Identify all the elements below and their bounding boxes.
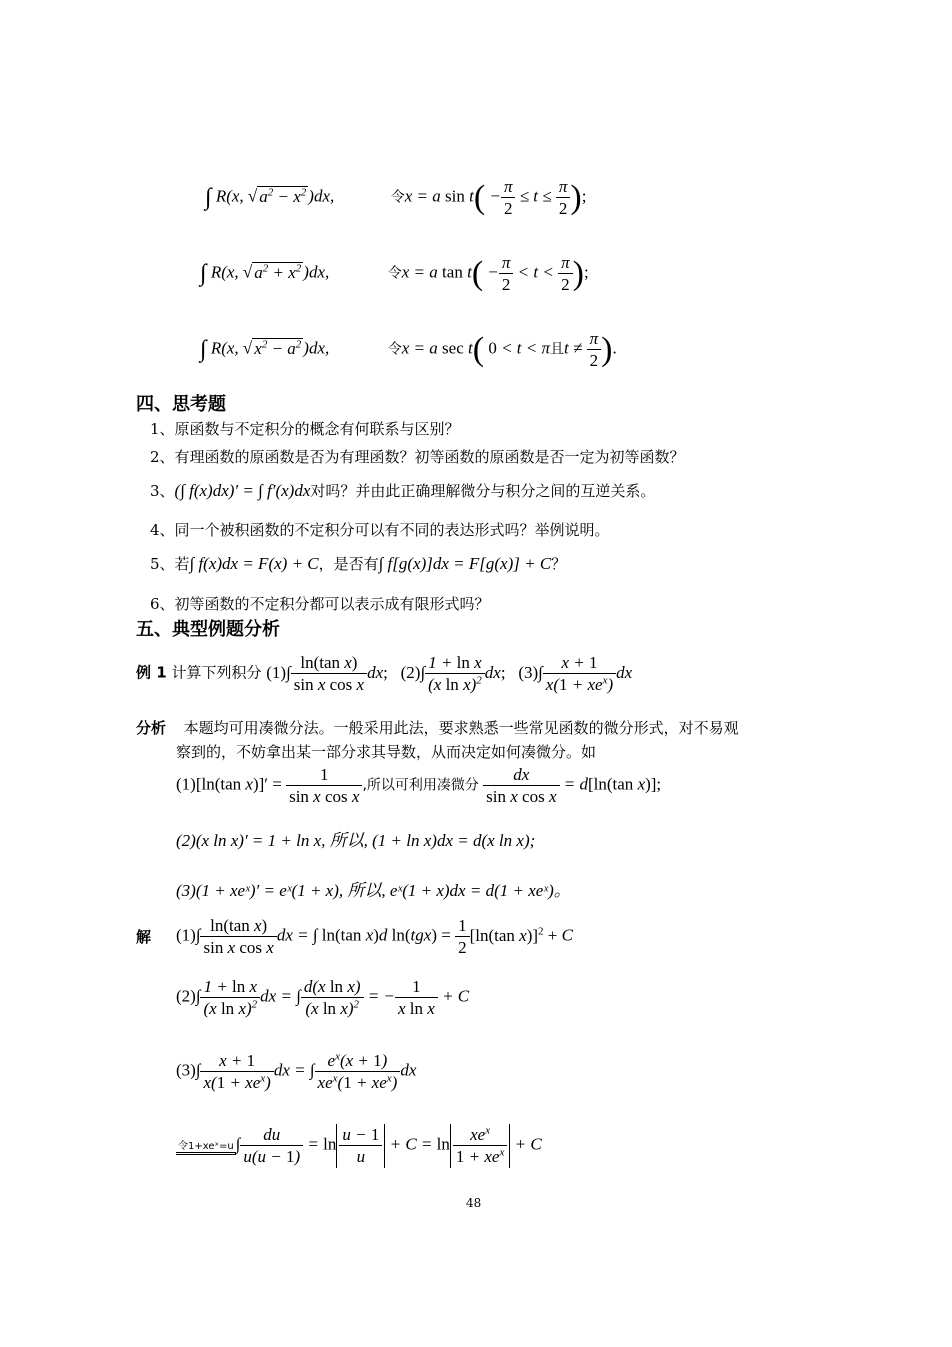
analysis-label: 分析 xyxy=(136,719,167,737)
question-5-math-1: ∫ f(x)dx = F(x) + C xyxy=(189,554,319,573)
question-3 xyxy=(150,480,655,501)
solution-label xyxy=(136,926,151,947)
example-integrals: (1)∫ $\frac{\text{ln(tan x)}}{\text{sin x cos x}}$ dx; (2)∫ $\frac{\text{1 + ln x}}{(x \ln x)^2}$ dx; (3)∫ $\frac{x + 1}{x(1 + xe^x)}$ dx xyxy=(266,653,633,695)
substitution-row-1: ∫ R(x, √ $a^2 - x^2$ )dx, 令x = a sin t( − $\frac{\pi}{2}$ ≤ t ≤ $\frac{\pi}{2}$ ); xyxy=(205,177,587,219)
question-3-text: 对吗？并由此正确理解微分与积分之间的互逆关系。 xyxy=(310,482,656,500)
question-6: 6、初等函数的不定积分都可以表示成有限形式吗？ xyxy=(150,595,490,613)
solution-3-substitution: 令1+xeˣ=u ∫ $\frac{du}{u(u - 1)}$ = ln $\frac{u - 1}{u}$ + C = ln $\frac{xe^x}{1 + xe^x}$ + C xyxy=(178,1124,542,1167)
question-5-prefix: 5、若 xyxy=(150,555,190,573)
analysis-item-3: (3)(1 + xeˣ)′ = eˣ(1 + x), 所以, eˣ(1 + x)dx = d(1 + xeˣ)。 xyxy=(176,881,571,900)
question-3-prefix: 3、 xyxy=(150,482,175,500)
solution-3: (3)∫ $\frac{x + 1}{x(1 + xe^x)}$ dx = ∫ $\frac{e^x(x + 1)}{xe^x(1 + xe^x)}$ dx xyxy=(176,1050,417,1093)
question-5-mid: ，是否有 xyxy=(318,555,379,573)
substitution-label: 令1+xeˣ=u xyxy=(176,1137,236,1155)
solution-1: (1)∫ $\frac{\text{ln(tan x)}}{\text{sin x cos x}}$ dx = ∫ ln(tan x)d ln(tgx) = $\frac{1}{2}$ [ln(tan x)]$^2$ + C xyxy=(176,916,573,958)
question-5-math-2: ∫ f[g(x)]dx = F[g(x)] + C xyxy=(378,554,552,573)
question-2: 2、有理函数的原函数是否为有理函数？初等函数的原函数是否一定为初等函数？ xyxy=(150,448,685,466)
analysis-text-2: 察到的，不妨拿出某一部分求其导数，从而决定如何凑微分。如 xyxy=(176,743,597,761)
solution-2: (2)∫ $\frac{\text{1 + ln x}}{(x \ln x)^2}$ dx = ∫ $\frac{\text{d(x ln x)}}{(x \ln x)^2}$ = − $\frac{1}{\text{x ln x}}$ + C xyxy=(176,977,470,1019)
example-label: 例 1 xyxy=(136,663,167,682)
substitution-row-2: ∫ R(x, √ $a^2 + x^2$ )dx, 令x = a tan t( − $\frac{\pi}{2}$ < t < $\frac{\pi}{2}$ ); xyxy=(200,253,589,295)
question-1: 1、原函数与不定积分的概念有何联系与区别？ xyxy=(150,420,460,438)
example-1 xyxy=(136,652,632,696)
analysis-item-1-text: ,所以可利用凑微分 xyxy=(362,777,479,794)
section-title-5: 五、典型例题分析 xyxy=(136,619,280,640)
example-text: 计算下列积分 xyxy=(171,663,262,682)
section-title-4: 四、思考题 xyxy=(136,394,226,415)
question-5-end: ？ xyxy=(551,555,567,573)
analysis-line-1 xyxy=(136,717,739,738)
substitution-row-3: ∫ R(x, √ $x^2 - a^2$ )dx, 令x = a sec t( 0 < t < π且t ≠ $\frac{\pi}{2}$ ). xyxy=(200,329,617,371)
question-5 xyxy=(150,553,566,574)
question-3-math: (∫ f(x)dx)′ = ∫ f′(x)dx xyxy=(174,481,311,500)
analysis-item-2: (2)(x ln x)′ = 1 + ln x, 所以, (1 + ln x)dx = d(x ln x); xyxy=(176,831,536,850)
analysis-item-1: (1)[ln(tan x)]′ = $\frac{1}{\text{sin x cos x}}$ ,所以可利用凑微分 $\frac{dx}{\text{sin x cos x}}$ = d[ln(tan x)]; xyxy=(176,765,662,807)
question-4: 4、同一个被积函数的不定积分可以有不同的表达形式吗？举例说明。 xyxy=(150,521,610,539)
analysis-text-1: 本题均可用凑微分法。一般采用此法，要求熟悉一些常见函数的微分形式，对不易观 xyxy=(183,719,739,737)
solution-label-text: 解 xyxy=(136,928,152,946)
page-number: 48 xyxy=(466,1196,482,1210)
